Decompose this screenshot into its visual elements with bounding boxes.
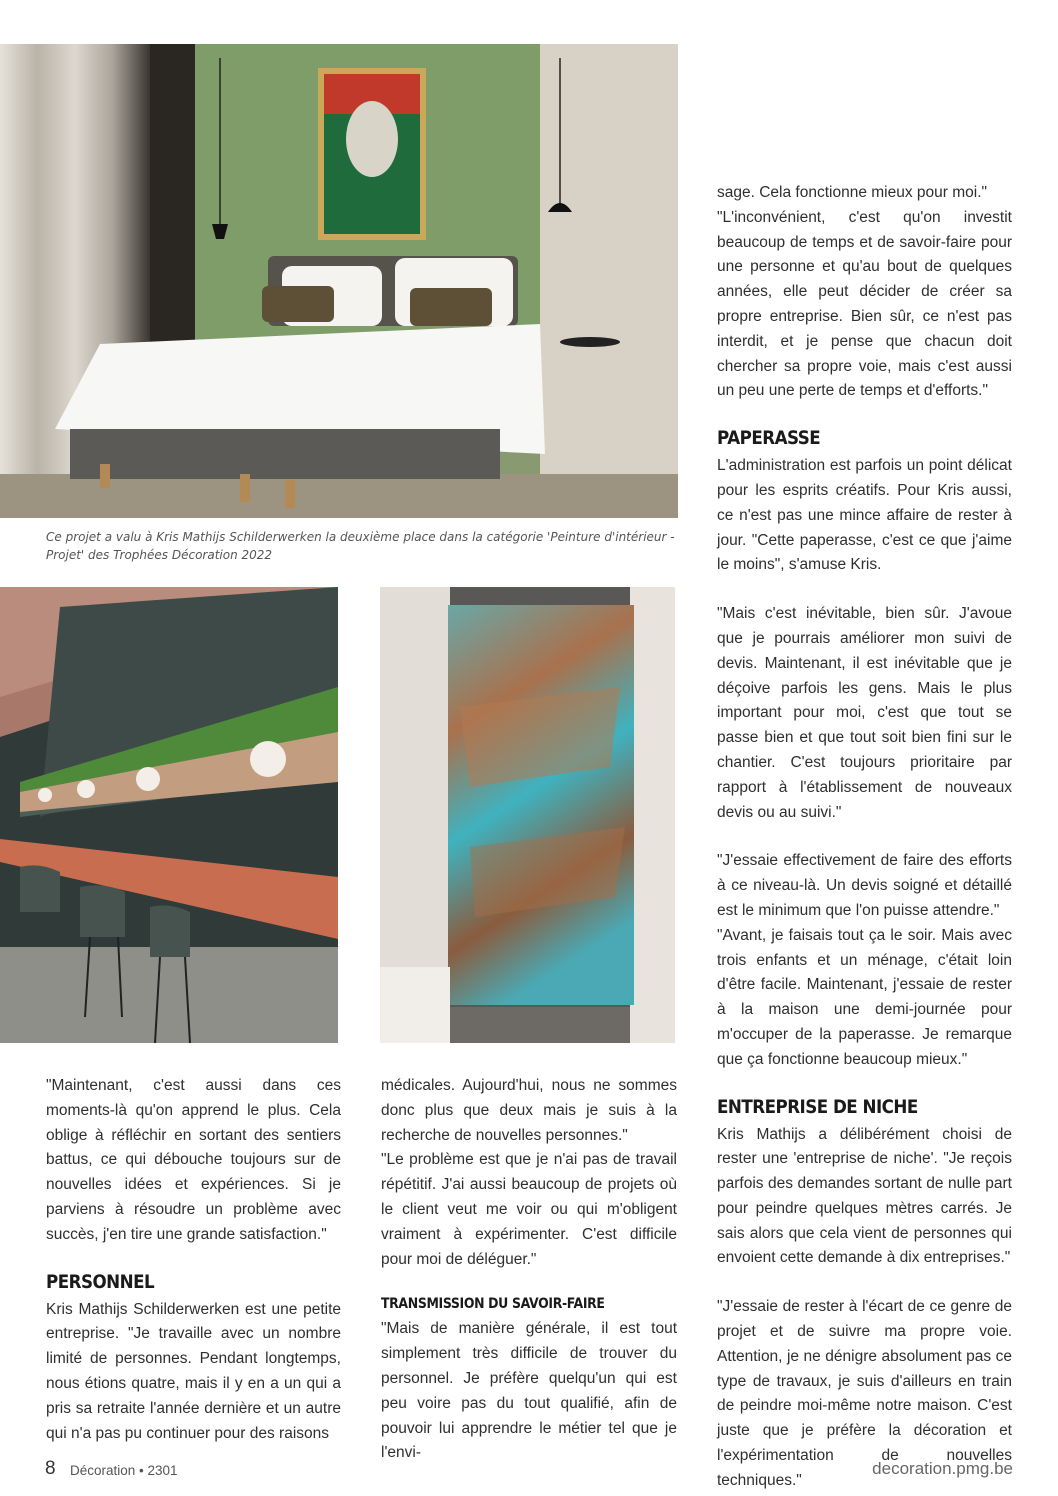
paragraph: "Avant, je faisais tout ça le soir. Mais avec trois enfants et un ménage, c'était loin d'être facile. Maintenant, j'essaie de rester à la maison une demi-journée pour m'occuper de la paperasse. Je remarque que ça fonctionne beaucoup mieux." <box>717 926 1012 1068</box>
paragraph: "L'inconvénient, c'est qu'on investit beaucoup de temps et de savoir-faire pour une personne et qu'au bout de quelques années, elle peut décider de créer sa propre entreprise. Bien sûr, ce n'est pas interdit, et je pense que chacun doit chercher sa propre voie, mais c'est aussi un peu une perte de temps et d'efforts." <box>717 208 1012 400</box>
paragraph: "Maintenant, c'est aussi dans ces moments-là qu'on apprend le plus. Cela oblige à réfléchir en sortant des sentiers battus, ce qui débouche toujours sur de nouvelles idées et expériences. Si je parviens à résoudre un problème avec succès, j'en tire une grande satisfaction." <box>46 1077 341 1243</box>
section-heading: ENTREPRISE DE NICHE <box>717 1095 918 1118</box>
restaurant-photo <box>0 587 338 1043</box>
section-heading: PAPERASSE <box>717 427 821 450</box>
painted-door-photo <box>380 587 675 1043</box>
paragraph: "Mais c'est inévitable, bien sûr. J'avoue que je pourrais améliorer mon suivi de devis. Maintenant, il est inévitable que je déçoive parfois les gens. Mais le plus important pour moi, c'est que tout se passe bien et que tout soit bien fini sur le chantier. C'est toujours prioritaire par rapport à l'établissement de nouveaux devis ou au suivi." <box>717 605 1012 821</box>
middle-column <box>381 1074 677 1466</box>
paragraph: "Le problème est que je n'ai pas de travail répétitif. J'ai aussi beaucoup de projets où le client veut me voir ou qui m'obligent vraiment à expérimenter. C'est difficile pour moi de déléguer." <box>381 1151 677 1268</box>
paragraph: "Mais de manière générale, il est tout simplement très difficile de trouver du personnel. Je préfère quelqu'un qui est peu voire pas du tout qualifié, afin de pouvoir lui apprendre le métier tel que je l'envi- <box>381 1320 677 1462</box>
photo-caption: Ce projet a valu à Kris Mathijs Schilderwerken la deuxième place dans la catégorie 'Peinture d'intérieur - Projet' des Trophées Décoration 2022 <box>46 530 675 562</box>
magazine-issue: Décoration • 2301 <box>70 1463 178 1478</box>
paragraph: Kris Mathijs a délibérément choisi de rester une 'entreprise de niche'. "Je reçois parfois des demandes sortant de nulle part pour peindre quelques mètres carrés. Je sais alors que cela vient de personnes qui envoient cette demande à dix entreprises." <box>717 1125 1012 1267</box>
paragraph: Kris Mathijs Schilderwerken est une petite entreprise. "Je travaille avec un nombre limité de personnes. Pendant longtemps, nous étions quatre, mais il y en a un qui a pris sa retraite l'année dernière et un autre qui n'a pas pu continuer pour des raisons <box>46 1300 341 1442</box>
left-column <box>46 1074 341 1446</box>
paragraph: "J'essaie effectivement de faire des efforts à ce niveau-là. Un devis soigné et détaillé est le minimum que l'on puisse attendre." <box>717 852 1012 919</box>
bedroom-photo <box>0 44 678 518</box>
right-column <box>717 181 1012 1494</box>
page-number: 8 <box>45 1458 56 1479</box>
sub-heading: TRANSMISSION DU SAVOIR-FAIRE <box>381 1296 605 1313</box>
paragraph: "J'essaie de rester à l'écart de ce genre de projet et de suivre ma propre voie. Attention, je ne dénigre absolument pas ce type de travaux, je suis d'ailleurs en train de peindre moi-même notre maison. C'est juste que je préfère la décoration et l'expérimentation de nouvelles techniques." <box>717 1298 1012 1489</box>
paragraph: médicales. Aujourd'hui, nous ne sommes donc plus que deux mais je suis à la recherche de nouvelles personnes." <box>381 1077 677 1144</box>
paragraph: L'administration est parfois un point délicat pour les esprits créatifs. Pour Kris aussi, ce n'est pas une mince affaire de rester à jour. "Cette paperasse, c'est ce que j'aime le moins", s'amuse Kris. <box>717 457 1012 574</box>
section-heading: PERSONNEL <box>46 1270 155 1293</box>
paragraph: sage. Cela fonctionne mieux pour moi." <box>717 184 988 201</box>
website-url: decoration.pmg.be <box>872 1459 1013 1478</box>
